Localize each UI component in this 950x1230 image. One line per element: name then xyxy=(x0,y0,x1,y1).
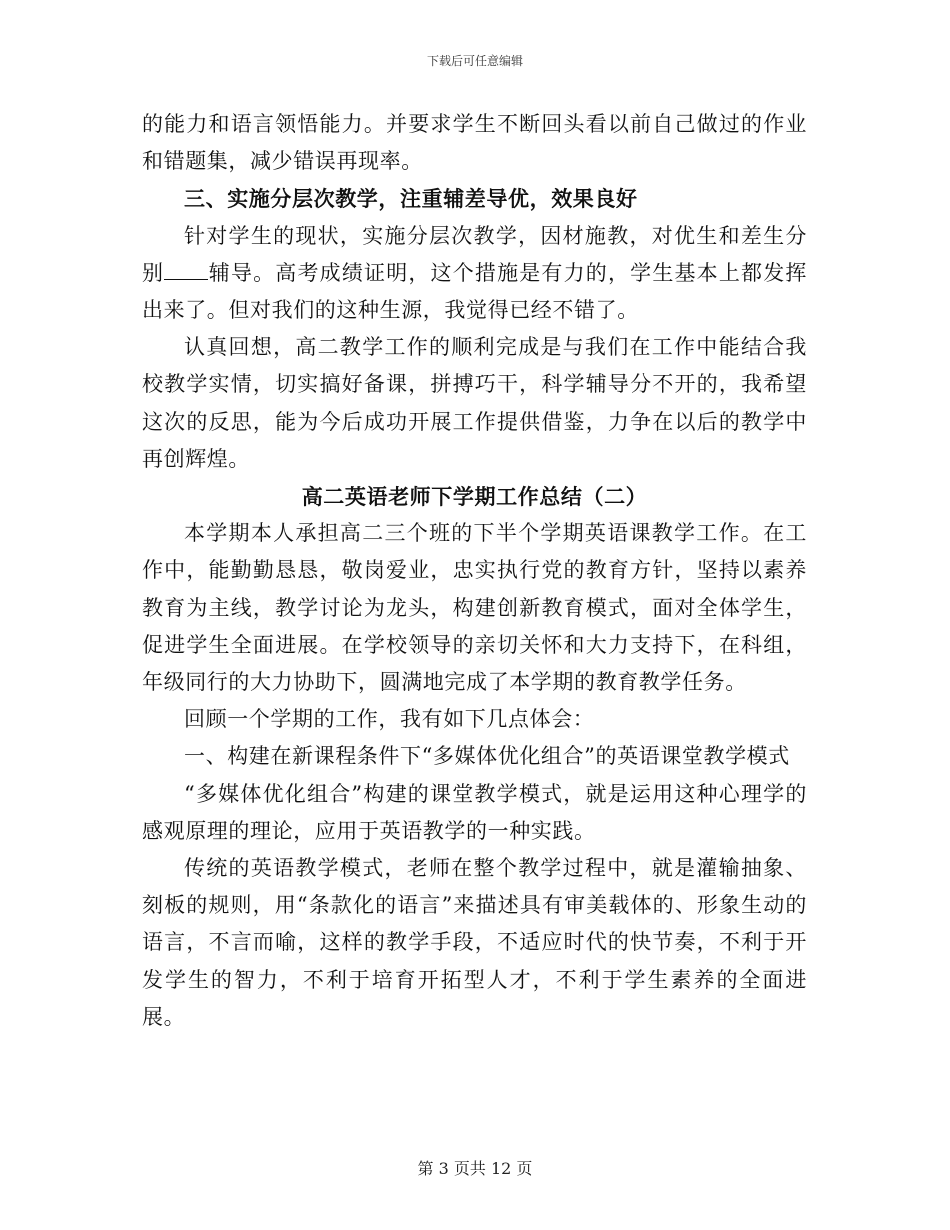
paragraph-traditional-model: 传统的英语教学模式，老师在整个教学过程中，就是灌输抽象、刻板的规则，用“条款化的语言”来描述具有审美载体的、形象生动的语言，不言而喻，这样的教学手段，不适应时代的快节奏，不利于开发学生的智力，不利于培育开拓型人才，不利于学生素养的全面进展。 xyxy=(142,856,807,1029)
section-heading-one: 一、构建在新课程条件下“多媒体优化组合”的英语课堂教学模式 xyxy=(184,744,790,769)
section-heading-three: 三、实施分层次教学，注重辅差导优，效果良好 xyxy=(184,186,638,212)
page-header: 下载后可任意编辑 xyxy=(426,54,523,68)
document-title-two: 高二英语老师下学期工作总结（二） xyxy=(301,484,648,510)
paragraph-review: 回顾一个学期的工作，我有如下几点体会： xyxy=(184,707,595,732)
paragraph-tiered-teaching xyxy=(142,218,807,330)
fill-in-blank xyxy=(164,261,208,280)
paragraph-continuation: 的能力和语言领悟能力。并要求学生不断回头看以前自己做过的作业和错题集，减少错误再现率。 xyxy=(142,112,807,174)
paragraph-text-part-a: 针对学生的现状，实施分层次教学，因材施教，对优生和差生分别 xyxy=(142,223,807,285)
paragraph-reflection: 认真回想，高二教学工作的顺利完成是与我们在工作中能结合我校教学实情，切实搞好备课，拼搏巧干，科学辅导分不开的，我希望这次的反思，能为今后成功开展工作提供借鉴，力争在以后的教学中再创辉煌。 xyxy=(142,335,807,471)
page-footer: 第 3 页共 12 页 xyxy=(417,1159,533,1178)
paragraph-semester-intro: 本学期本人承担高二三个班的下半个学期英语课教学工作。在工作中，能勤勤恳恳，敬岗爱业，忠实执行党的教育方针，坚持以素养教育为主线，教学讨论为龙头，构建创新教育模式，面对全体学生，促进学生全面进展。在学校领导的亲切关怀和大力支持下，在科组，年级同行的大力协助下，圆满地完成了本学期的教育教学任务。 xyxy=(142,521,807,695)
paragraph-text-part-b: 辅导。高考成绩证明，这个措施是有力的，学生基本上都发挥出来了。但对我们的这种生源，我觉得已经不错了。 xyxy=(142,260,807,323)
document-body xyxy=(142,106,807,1036)
paragraph-multimedia-model: “多媒体优化组合”构建的课堂教学模式，就是运用这种心理学的感观原理的理论，应用于英语教学的一种实践。 xyxy=(142,781,807,843)
